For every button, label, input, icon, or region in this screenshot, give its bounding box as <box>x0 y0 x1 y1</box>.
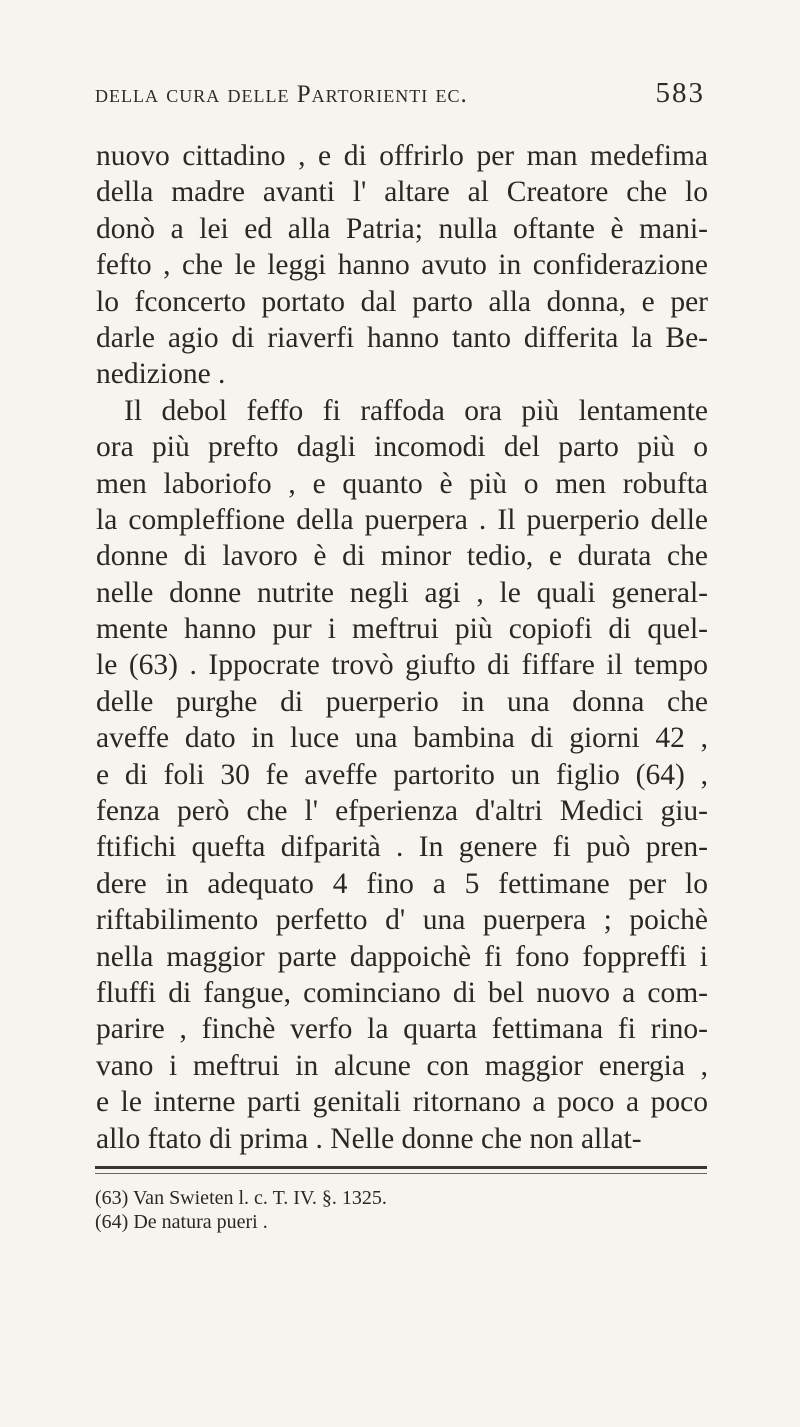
text-line: parire , finchè verfo la quarta fettimana fi rino- <box>96 1013 708 1046</box>
text-line: fluffi di fangue, cominciano di bel nuovo a com- <box>96 976 708 1009</box>
text-line: della madre avanti l' altare al Creatore che lo <box>96 176 708 209</box>
text-line: donne di lavoro è di minor tedio, e durata che <box>96 540 708 573</box>
text-line: la compleffione della puerpera . Il puerperio delle <box>96 503 708 536</box>
footnote-63: (63) Van Swieten l. c. T. IV. §. 1325. <box>95 1187 387 1209</box>
text-line: aveffe dato in luce una bambina di giorni 42 , <box>96 722 708 755</box>
running-title: della cura delle Partorienti ec. <box>95 81 468 108</box>
text-line: nelle donne nutrite negli agi , le quali general- <box>96 576 708 609</box>
text-line: nella maggior parte dappoichè fi fono foppreffi i <box>96 940 708 973</box>
text-line: allo ftato di prima . Nelle donne che non allat- <box>96 1122 642 1155</box>
text-line: darle agio di riaverfi hanno tanto differita la Be- <box>96 321 708 354</box>
text-line: le (63) . Ippocrate trovò giufto di fiffare il tempo <box>96 649 708 682</box>
page-header <box>95 77 705 110</box>
footnote-64: (64) De natura pueri . <box>95 1211 268 1233</box>
page-number: 583 <box>655 77 705 109</box>
text-line: mente hanno pur i meftrui più copiofi di quel- <box>96 613 708 646</box>
main-text <box>96 138 708 1157</box>
text-line: Il debol feffo fi raffoda ora più lentamente <box>124 394 708 427</box>
text-line: ftifichi quefta difparità . In genere fi può pren- <box>96 831 708 864</box>
footnote-divider <box>95 1166 707 1174</box>
text-line: nedizione . <box>96 358 226 391</box>
text-line: e le interne parti genitali ritornano a poco a poco <box>96 1086 708 1119</box>
text-line: vano i meftrui in alcune con maggior energia , <box>96 1049 708 1082</box>
text-line: donò a lei ed alla Patria; nulla oftante è mani- <box>96 212 708 245</box>
text-line: riftabilimento perfetto d' una puerpera ; poichè <box>96 904 708 937</box>
text-line: dere in adequato 4 fino a 5 fettimane per lo <box>96 867 708 900</box>
text-line: men laboriofo , e quanto è più o men robufta <box>96 467 708 500</box>
footnotes <box>95 1186 707 1234</box>
text-line: ora più prefto dagli incomodi del parto più o <box>96 431 708 464</box>
text-line: nuovo cittadino , e di offrirlo per man medefima <box>96 140 708 172</box>
text-line: e di foli 30 fe aveffe partorito un figlio (64) , <box>96 758 708 791</box>
text-line: fenza però che l' efperienza d'altri Medici giu- <box>96 795 708 828</box>
text-line: delle purghe di puerperio in una donna che <box>96 685 708 718</box>
text-line: lo fconcerto portato dal parto alla donna, e per <box>96 285 708 318</box>
text-line: fefto , che le leggi hanno avuto in confiderazione <box>96 249 708 282</box>
